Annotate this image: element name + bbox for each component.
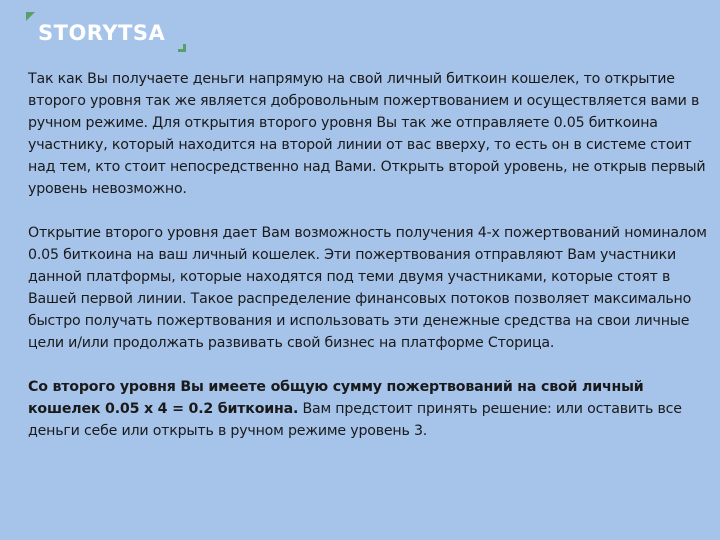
paragraph-3-bold: Со второго уровня Вы имеете общую сумму пожертвований на свой личный кошелек 0.05 х 4 = 0.2 биткоина.	[28, 379, 644, 417]
logo-corner-top-left	[26, 12, 35, 21]
logo-corner-bottom-right	[178, 44, 186, 52]
paragraph-3	[28, 376, 712, 442]
storytsa-logo	[26, 12, 186, 52]
logo-text: STORYTSA	[38, 21, 166, 45]
main-text	[28, 68, 712, 442]
paragraph-2: Открытие второго уровня дает Вам возможность получения 4-х пожертвований номиналом 0.05 биткоина на ваш личный кошелек. Эти пожертвования отправляют Вам участники данной платформы, которые находятся под теми двумя участниками, которые стоят в Вашей первой линии. Такое распределение финансовых потоков позволяет максимально быстро получать пожертвования и использовать эти денежные средства на свои личные цели и/или продолжать развивать свой бизнес на платформе Сторица.	[28, 225, 707, 351]
paragraph-3-rest: Вам предстоит принять решение: или оставить все деньги себе или открыть в ручном режиме уровень 3.	[28, 401, 682, 439]
paragraph-1: Так как Вы получаете деньги напрямую на свой личный биткоин кошелек, то открытие второго уровня так же является добровольным пожертвованием и осуществляется вами в ручном режиме. Для открытия второго уровня Вы так же отправляете 0.05 биткоина участнику, который находится на второй линии от вас вверху, то есть он в системе стоит над тем, кто стоит непосредственно над Вами. Открыть второй уровень, не открыв первый уровень невозможно.	[28, 71, 706, 197]
